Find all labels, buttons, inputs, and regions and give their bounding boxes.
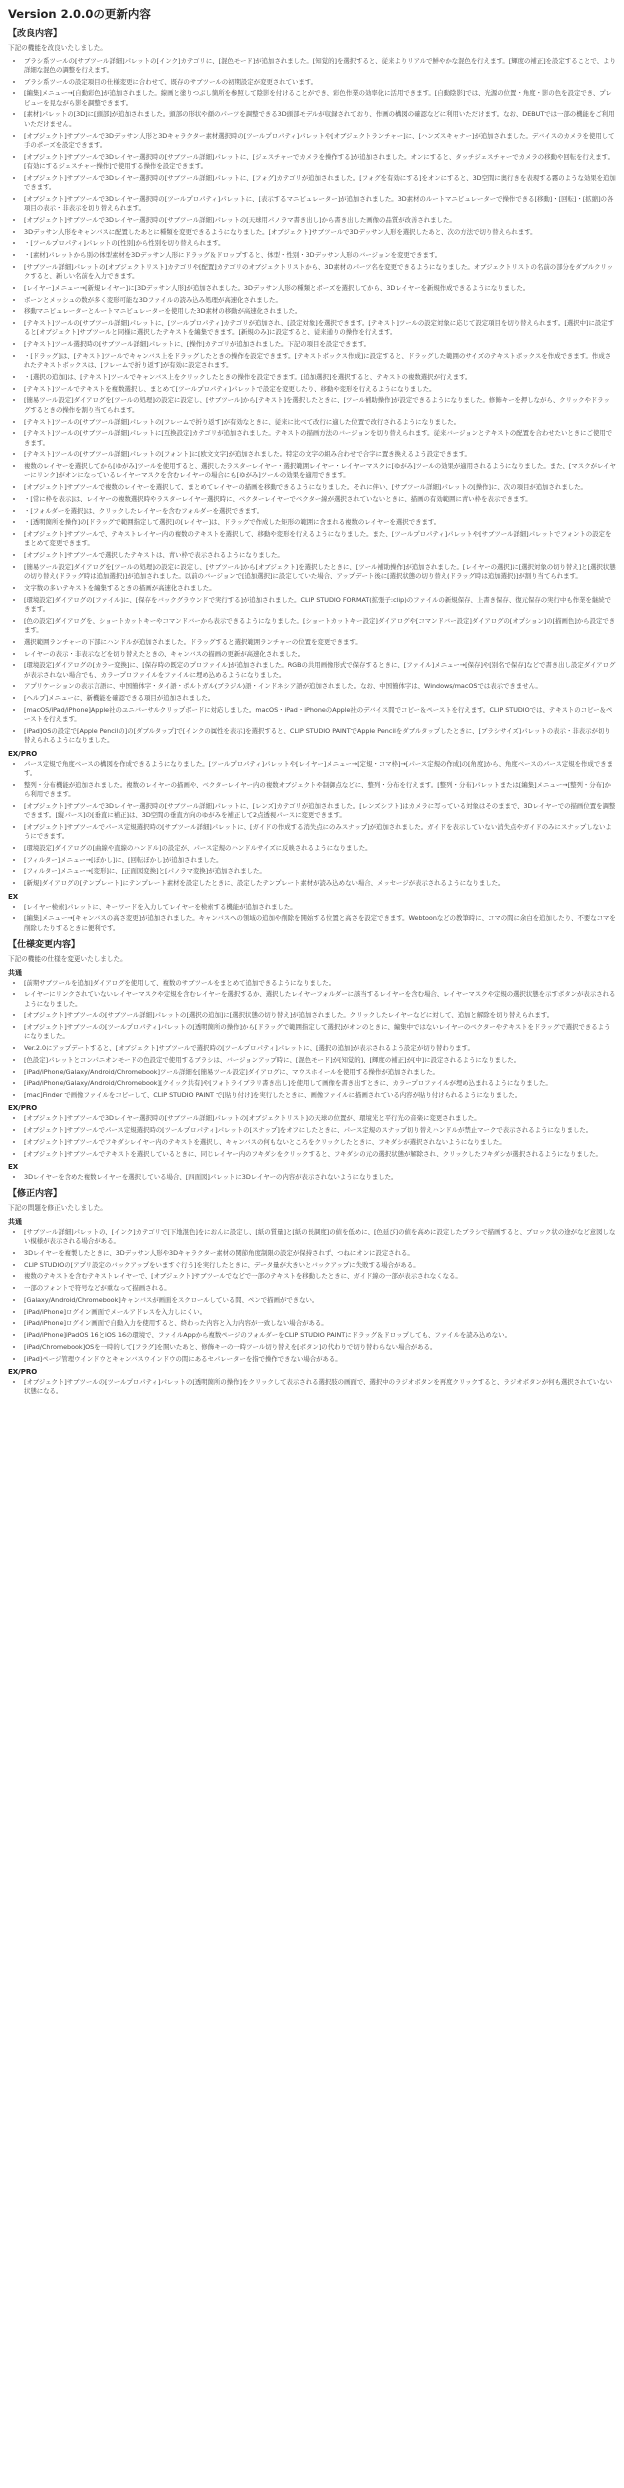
list-item: • [テキスト]ツールでテキストを複数選択し、まとめて[ツールプロパティ]パレットで設定を変更したり、移動や変形を行えるようになりました。 [24, 385, 616, 394]
list-item: • [サブツール詳細]パレットの[オブジェクトリスト]カテゴリや[配置]カテゴリのオブジェクトリストから、3D素材のパーツ名を変更できるようになりました。オブジェクトリストの名前の部分をダブルクリックすると、新しい名前を入力できます。 [24, 263, 616, 282]
list-item: • 3Dレイヤーを含めた複数レイヤーを選択している場合、[四面図]パレットに3Dレイヤーの内容が表示されないようになりました。 [24, 1173, 616, 1182]
list-item: • [環境設定]ダイアログの[曲線や直線のハンドル]の設定が、パース定規のハンドルサイズに反映されるようになりました。 [24, 844, 616, 853]
list-item: • レイヤーにリンクされていないレイヤーマスクや定規を含むレイヤーを選択するか、選択したレイヤーフォルダーに該当するレイヤーを含む場合、レイヤーマスクや定規の選択状態を示すボタンが表示されるようになりました。 [24, 990, 616, 1009]
list-item: • CLIP STUDIOの[アプリ設定のバックアップをいますぐ行う]を実行したときに、データ量が大きいとバックアップに失敗する場合がある。 [24, 1261, 616, 1270]
list-item: • 移動マニピュレーターとルートマニピュレーターを使用した3D素材の移動が高速化されました。 [24, 307, 616, 316]
group-label: EX/PRO [8, 1104, 38, 1113]
list-item: • [オブジェクト]サブツールで選択したテキストは、青い枠で表示されるようになりました。 [24, 551, 616, 560]
list-item: • [iPad/iPhone/Galaxy/Android/Chromebook][クイック共有]や[フォトライブラリ書き出し]を使用して画像を書き出すときに、カラープロファイルが埋め込まれるようになりました。 [24, 1079, 616, 1088]
list-item: • ブラシ系ツールの[サブツール詳細]パレットの[インク]カテゴリに、[混色モード]が追加されました。[知覚的]を選択すると、従来よりリアルで鮮やかな混色を行えます。[輝度の補正]を設定することで、より詳細な混色の調整を行えます。 [24, 57, 616, 76]
list-item: • 一部のフォントで符号などが重なって描画される。 [24, 1284, 616, 1293]
page-title: Version 2.0.0の更新内容 [8, 7, 151, 21]
list-item: • [オブジェクト]サブツールで3Dレイヤー選択時の[サブツール詳細]パレットの[天球用パノラマ書き出し]から書き出した画像の品質が改善されました。 [24, 216, 616, 225]
list-item: • 複数のテキストを含むテキストレイヤーで、[オブジェクト]サブツールでなどで一部のテキストを移動したときに、ガイド線の一部が表示されなくなる。 [24, 1272, 616, 1281]
list-item: • [テキスト]ツールの[サブツール詳細]パレットの[フォント]に[欧文文字]が追加されました。特定の文字の組み合わせで合字に置き換えるよう設定できます。 [24, 450, 616, 459]
list-item: • [テキスト]ツール選択時の[サブツール詳細]パレットに、[操作]カテゴリが追加されました。下記の項目を設定できます。 [24, 340, 616, 349]
list-item: • アプリケーションの表示言語に、中国簡体字・タイ語・ポルトガル(ブラジル)語・インドネシア語が追加されました。なお、中国簡体字は、Windows/macOSでは表示できません。 [24, 682, 616, 691]
group-label: 共通 [8, 1217, 22, 1226]
section [8, 28, 616, 933]
list-item: • [フィルター]メニュー→[ぼかし]に、[回転ぼかし]が追加されました。 [24, 856, 616, 865]
list-item: • [テキスト]ツールの[サブツール詳細]パレットに[互換設定]カテゴリが追加されました。テキストの描画方法のバージョンを切り替えられます。従来バージョンとテキストの配置を合わせたいときにご使用できます。 [24, 429, 616, 448]
list-item: • [オブジェクト]サブツールで3Dレイヤー選択時の[サブツール詳細]パレットに、[ジェスチャーでカメラを操作する]が追加されました。オンにすると、タッチジェスチャーでカメラの移動や回転を行えます。[有効にするジェスチャー操作]で使用する操作を設定できます。 [24, 153, 616, 172]
list-item: • ・[透明箇所を操作]の[ドラッグで範囲指定して選択]の[レイヤー]は、ドラッグで作成した矩形の範囲に含まれる複数のレイヤーを選択できます。 [24, 518, 616, 527]
list-item: • [テキスト]ツールの[サブツール詳細]パレットに、[ツールプロパティ]カテゴリが追加され、[設定対象]を選択できます。[テキスト]ツールの設定対象に応じて設定項目を切り替えられます。[選択中]に設定すると[オブジェクト]サブツールと同様に選択したテキストを編集できます。[新規のみ]に設定すると、従来通りの操作を行えます。 [24, 319, 616, 338]
item-list [8, 1173, 616, 1182]
group-label: EX [8, 1162, 19, 1171]
item-list [8, 903, 616, 933]
item-list [8, 1228, 616, 1364]
section-intro: 下記の機能を改良いたしました。 [8, 44, 107, 52]
list-item: • ・[ツールプロパティ]パレットの[性別]から性別を切り替えられます。 [24, 239, 616, 248]
section [8, 939, 616, 1182]
list-item: • 3Dデッサン人形をキャンバスに配置したあとに種類を変更できるようになりました。[オブジェクト]サブツールで3Dデッサン人形を選択したあと、次の方法で切り替えられます。 [24, 228, 616, 237]
list-item: • 選択範囲ランチャーの下部にハンドルが追加されました。ドラッグすると選択範囲ランチャーの位置を変更できます。 [24, 638, 616, 647]
list-item: • [オブジェクト]サブツールでパース定規選択時の[サブツール詳細]パレットに、[ガイドの作成する消失点にのみスナップ]が追加されました。ガイドを表示していない消失点やガイドのみにスナップしないようにできます。 [24, 823, 616, 842]
list-item: • [レイヤー検索]パレットに、キーワードを入力してレイヤーを検索する機能が追加されました。 [24, 903, 616, 912]
list-item: • [オブジェクト]サブツールの[ツールプロパティ]パレットの[透明箇所の操作]をクリックして表示される選択肢の画面で、選択中のラジオボタンを再度クリックすると、ラジオボタンが何も選択されていない状態になる。 [24, 1378, 616, 1397]
list-item: • パース定規で角度ベースの構図を作成できるようになりました。[ツールプロパティ]パレットや[レイヤー]メニュー→[定規・コマ枠]→[パース定規の作成]の[角度]から、角度ベースのパース定規を作成できます。 [24, 760, 616, 779]
list-item: • [iPad/iPhone]ログイン画面でメールアドレスを入力しにくい。 [24, 1308, 616, 1317]
list-item: • [オブジェクト]サブツールでフキダシレイヤー内のテキストを選択し、キャンバスの何もないところをクリックしたときに、フキダシが選択されないようになりました。 [24, 1138, 616, 1147]
item-list [8, 57, 616, 746]
section-heading: 【修正内容】 [8, 1189, 63, 1200]
list-item: • [オブジェクト]サブツールで、テキストレイヤー内の複数のテキストを選択して、移動や変形を行えるようになりました。また、[ツールプロパティ]パレットや[サブツール詳細]パレットでフォントの設定をまとめて変更できます。 [24, 530, 616, 549]
list-item: • [色の設定]ダイアログを、ショートカットキーやコマンドバーから表示できるようになりました。[ショートカットキー設定]ダイアログや[コマンドバー設定]ダイアログの[オプション]の[描画色]から設定できます。 [24, 617, 616, 636]
group-label: EX [8, 892, 19, 901]
list-item: • [簡易ツール設定]ダイアログを[ツールの処理]の設定に設定し、[サブツール]から[オブジェクト]を選択したときに、[ツール補助操作]が追加されました。[レイヤーの選択]に[選択対象の切り替え]と[選択状態の切り替え(ドラッグ時は追加選択)]が追加されました。以前のバージョンで[追加選択]に設定していた場合、アップデート後に[選択状態の切り替え(ドラッグ時は追加選択)]が割り当てられます。 [24, 563, 616, 582]
item-list [8, 760, 616, 889]
list-item: • 複数のレイヤーを選択してから[ゆがみ]ツールを使用すると、選択したラスターレイヤー・選択範囲レイヤー・レイヤーマスクに[ゆがみ]ツールの効果が適用されるようになりました。また、[マスクがレイヤーにリンク]がオンになっているレイヤーマスクを含むレイヤーの場合にも[ゆがみ]ツールの効果を適用できます。 [24, 462, 616, 481]
list-item: • [色設定]パレットとコンパニオンモードの色設定で使用するブラシは、バージョンアップ時に、[混色モード]が[知覚的]、[輝度の補正]が[中]に設定されるようになりました。 [24, 1056, 616, 1065]
list-item: • [オブジェクト]サブツールで3Dレイヤー選択時の[サブツール詳細]パレットに、[フォグ]カテゴリが追加されました。[フォグを有効にする]をオンにすると、3D空間に奥行きを表現する霧のような効果を追加できます。 [24, 174, 616, 193]
list-item: • [iPad]OSの設定で[Apple Pencilの]の[ダブルタップ]で[インクの属性を表示]を選択すると、CLIP STUDIO PAINTでApple Pencilをダブルタップしたときに、[ブラシサイズ]パレットの表示・非表示が切り替えられるようになりました。 [24, 727, 616, 746]
list-item: • [オブジェクト]サブツールで3Dレイヤー選択時の[サブツール詳細]パレットに、[レンズ]カテゴリが追加されました。[レンズシフト]はカメラに写っている対象はそのままで、3Dレイヤーでの描画位置を調整できます。[縦パース]の[垂直に補正]は、3D空間の垂直方向のゆがみを補正して2点透視パースに変更できます。 [24, 802, 616, 821]
list-item: • [オブジェクト]サブツールで複数のレイヤーを選択して、まとめてレイヤーの描画を移動できるようになりました。それに伴い、[サブツール詳細]パレットの[操作]に、次の項目が追加されました。 [24, 483, 616, 492]
list-item: • [環境設定]ダイアログの[ファイル]に、[保存をバックグラウンドで実行する]が追加されました。CLIP STUDIO FORMAT(拡張子:clip)のファイルの新規保存、上書き保存、復元保存の実行中も作業を継続できます。 [24, 596, 616, 615]
item-list [8, 1378, 616, 1397]
list-item: • ・[フォルダーを選択]は、クリックしたレイヤーを含むフォルダーを選択できます。 [24, 507, 616, 516]
list-item: • [オブジェクト]サブツールでパース定規選択時の[ツールプロパティ]パレットの[スナップ]をオフにしたときに、パース定規のスナップ切り替えハンドルが禁止マークで表示されるようになりました。 [24, 1126, 616, 1135]
list-item: • [編集]メニュー→[自動彩色]が追加されました。線画と塗りつぶし箇所を参照して陰影を付けることができ、彩色作業の効率化に活用できます。[自動陰影]では、光源の位置・角度・影の色を設定でき、プレビューを見ながら影を調整できます。 [24, 89, 616, 108]
section-intro: 下記の機能の仕様を変更いたしました。 [8, 954, 127, 963]
list-item: • [テキスト]ツールの[サブツール詳細]パレットの[フレームで折り返す]が有効なときに、従来に比べて改行に適した位置で改行されるようになりました。 [24, 418, 616, 427]
list-item: • ボーンとメッシュの数が多く変形可能な3Dファイルの読み込み処理が高速化されました。 [24, 296, 616, 305]
section-intro: 下記の問題を修正いたしました。 [8, 1204, 107, 1213]
section-heading: 【仕様変更内容】 [8, 939, 81, 950]
list-item: • [オブジェクト]サブツールの[サブツール詳細]パレットの[選択の追加]に[選択状態の切り替え]が追加されました。クリックしたレイヤーなどに対して、追加と解除を切り替えられます。 [24, 1011, 616, 1020]
list-item: • [iPad/iPhone]ログイン画面で自動入力を使用すると、終わった内容と入力内容が一致しない場合がある。 [24, 1319, 616, 1328]
list-item: • 3Dレイヤーを複製したときに、3Dデッサン人形や3Dキャラクター素材の関節角度制限の設定が保持されず、つねにオンに設定される。 [24, 1249, 616, 1258]
list-item: • [オブジェクト]サブツールの[ツールプロパティ]パレットの[透明箇所の操作]から[ドラッグで範囲指定して選択]がオンのときに、編集中ではないレイヤーのベクターやテキストをドラッグで選択できるようになりました。 [24, 1023, 616, 1042]
list-item: • [Galaxy/Android/Chromebook]キャンバスが画面をスクロールしている間、ペンで描画ができない。 [24, 1296, 616, 1305]
list-item: • [オブジェクト]サブツールで3Dレイヤー選択時の[サブツール詳細]パレットの[オブジェクトリスト]の天球の位置が、環境光と平行光の音楽に変更されました。 [24, 1114, 616, 1123]
list-item: • [オブジェクト]サブツールで3Dデッサン人形と3Dキャラクター素材選択時の[ツールプロパティ]パレットや[オブジェクトランチャー]に、[ハンズスキャナー]が追加されました。デバイスのカメラを使用して手のポーズを設定できます。 [24, 132, 616, 151]
group-label: 共通 [8, 968, 22, 977]
list-item: • [オブジェクト]サブツールで3Dレイヤー選択時の[ツールプロパティ]パレットに、[表示するマニピュレーター]が追加されました。3D素材のルートマニピュレーターで操作できる[移動]・[回転]・[拡縮]の各項目の表示・非表示を切り替えられます。 [24, 195, 616, 214]
list-item: • [macOS/iPad/iPhone]Apple社のユニバーサルクリップボードに対応しました。macOS・iPad・iPhoneのApple社のデバイス間でコピー＆ペーストを行えます。CLIP STUDIOでは、テキストのコピー＆ペーストを行えます。 [24, 706, 616, 725]
item-list [8, 1114, 616, 1159]
list-item: • [前期サブツールを追加]ダイアログを使用して、複数のサブツールをまとめて追加できるようになりました。 [24, 979, 616, 988]
group-label: EX/PRO [8, 1367, 38, 1376]
list-item: • 文字数の多いテキストを編集するときの描画が高速化されました。 [24, 584, 616, 593]
list-item: • [素材]パレットの[3D]に[頭部]が追加されました。頭部の形状や顔のパーツを調整できる3D頭部モデルが収録されており、作画の構図の確認などに利用いただけます。なお、DEBUTでは一部の機能をご利用いただけません。 [24, 110, 616, 129]
list-item: • ブラシ系ツールの設定項目の仕様変更に合わせて、既存のサブツールの初期設定が変更されています。 [24, 78, 616, 87]
list-item: • [環境設定]ダイアログの[カラー変換]に、[保存時の既定のプロファイル]が追加されました。RGBの共用画像形式で保存するときに、[ファイル]メニュー→[保存]や[別名で保存]などで書き出し設定ダイアログが表示されない場合でも、カラープロファイルをファイルに埋め込めるようになりました。 [24, 661, 616, 680]
list-item: • [iPad/Chromebook]OSを一時的して[フラグ]を開いたあと、修飾キーの一時ツール切り替えを[ボタン]の代わりで切り替わらない場合がある。 [24, 1343, 616, 1352]
list-item: • ・[ドラッグ]は、[テキスト]ツールでキャンバス上をドラッグしたときの操作を設定できます。[テキストボックス作成]に設定すると、ドラッグした範囲のサイズのテキストボックスを作成できます。作成されたテキストボックスは、[フレームで折り返す]が有効に設定されます。 [24, 352, 616, 371]
item-list [8, 979, 616, 1101]
list-item: • [iPad/iPhone]iPadOS 16とiOS 16の環境で、ファイルAppから複数ページのフォルダーをCLIP STUDIO PAINTにドラッグ＆ドロップしても、ファイルを読み込めない。 [24, 1331, 616, 1340]
group-label: EX/PRO [8, 749, 38, 758]
list-item: • [編集]メニュー→[キャンバスの高さ変更]が追加されました。キャンバスへの領域の追加や削除を開始する位置と高さを設定できます。Webtoonなどの教筆時に、コマの間に余白を追加したり、不要なコマを削除したりするときに便利です。 [24, 914, 616, 933]
list-item: • ・[素材]パレットから別の体型素材を3Dデッサン人形にドラッグ＆ドロップすると、体型・性別・3Dデッサン人形のバージョンを変更できます。 [24, 251, 616, 260]
list-item: • Ver.2.0にアップデートすると、[オブジェクト]サブツールで選択時の[ツールプロパティ]パレットに、[選択の追加]が表示されるよう設定が切り替わります。 [24, 1044, 616, 1053]
list-item: • [新規]ダイアログの[テンプレート]にテンプレート素材を設定したときに、設定したテンプレート素材が読み込めない場合、メッセージが表示されるようになりました。 [24, 879, 616, 888]
list-item: • [オブジェクト]サブツールでテキストを選択しているときに、同じレイヤー内のフキダシをクリックすると、フキダシの元の選択状態が解除され、クリックしたフキダシが選択されるようになりました。 [24, 1150, 616, 1159]
sections-container [8, 28, 616, 1397]
list-item: • 整列・分布機能が追加されました。複数のレイヤーの描画や、ベクターレイヤー内の複数オブジェクトや制御点などに、整列・分布を行えます。[整列・分布]パレットまたは[編集]メニュー→[整列・分布]から利用できます。 [24, 781, 616, 800]
section [8, 1188, 616, 1396]
list-item: • ・[選択の追加]は、[テキスト]ツールでキャンバス上をクリックしたときの操作を設定できます。[追加選択]を選択すると、テキストの複数選択が行えます。 [24, 373, 616, 382]
list-item: • レイヤーの表示・非表示などを切り替えたときの、キャンバスの描画の更新が高速化されました。 [24, 650, 616, 659]
list-item: • [iPad]ページ管理ウインドウとキャンバスウインドウの間にあるセパレーターを指で操作できない場合がある。 [24, 1355, 616, 1364]
list-item: • [mac]Finder で画像ファイルをコピーして、CLIP STUDIO PAINT で[貼り付け]を実行したときに、画像ファイルに描画されている内容が貼り付けられるようになりました。 [24, 1091, 616, 1100]
list-item: • [iPad/iPhone/Galaxy/Android/Chromebook]ツール詳細を[簡易ツール設定]ダイアログに、マウスホイールを使用する操作が追加されました。 [24, 1068, 616, 1077]
section-heading: 【改良内容】 [8, 29, 63, 39]
list-item: • ・[常に枠を表示]は、レイヤーの複数選択時やラスターレイヤー選択時に、ベクターレイヤーでベクター線が選択されていないときに、描画の有効範囲に青い枠を表示できます。 [24, 495, 616, 504]
list-item: • [フィルター]メニュー→[変形]に、[正面図変換]と[パノラマ変換]が追加されました。 [24, 867, 616, 876]
list-item: • [サブツール詳細]パレットの、[インク]カテゴリで[下地混色]をにおんに設定し、[紙の質量]と[紙の長調度]の値を低めに、[色延び]の値を高めに設定したブラシで描画すると、ブロック状の途がなど意図しない模様が表示される場合がある。 [24, 1228, 616, 1247]
list-item: • [レイヤー]メニュー→[新規レイヤー]に[3Dデッサン人形]が追加されました。3Dデッサン人形の種類とポーズを選択してから、3Dレイヤーを新規作成できるようになりました。 [24, 284, 616, 293]
list-item: • [ヘルプ]メニューに、新機能を確認できる項目が追加されました。 [24, 694, 616, 703]
list-item: • [簡易ツール設定]ダイアログを[ツールの処理]の設定に設定し、[サブツール]から[テキスト]を選択したときに、[ツール補助操作]が設定できるようになりました。修飾キーを押しながら、クリックやドラッグするときの操作を割り当てられます。 [24, 396, 616, 415]
